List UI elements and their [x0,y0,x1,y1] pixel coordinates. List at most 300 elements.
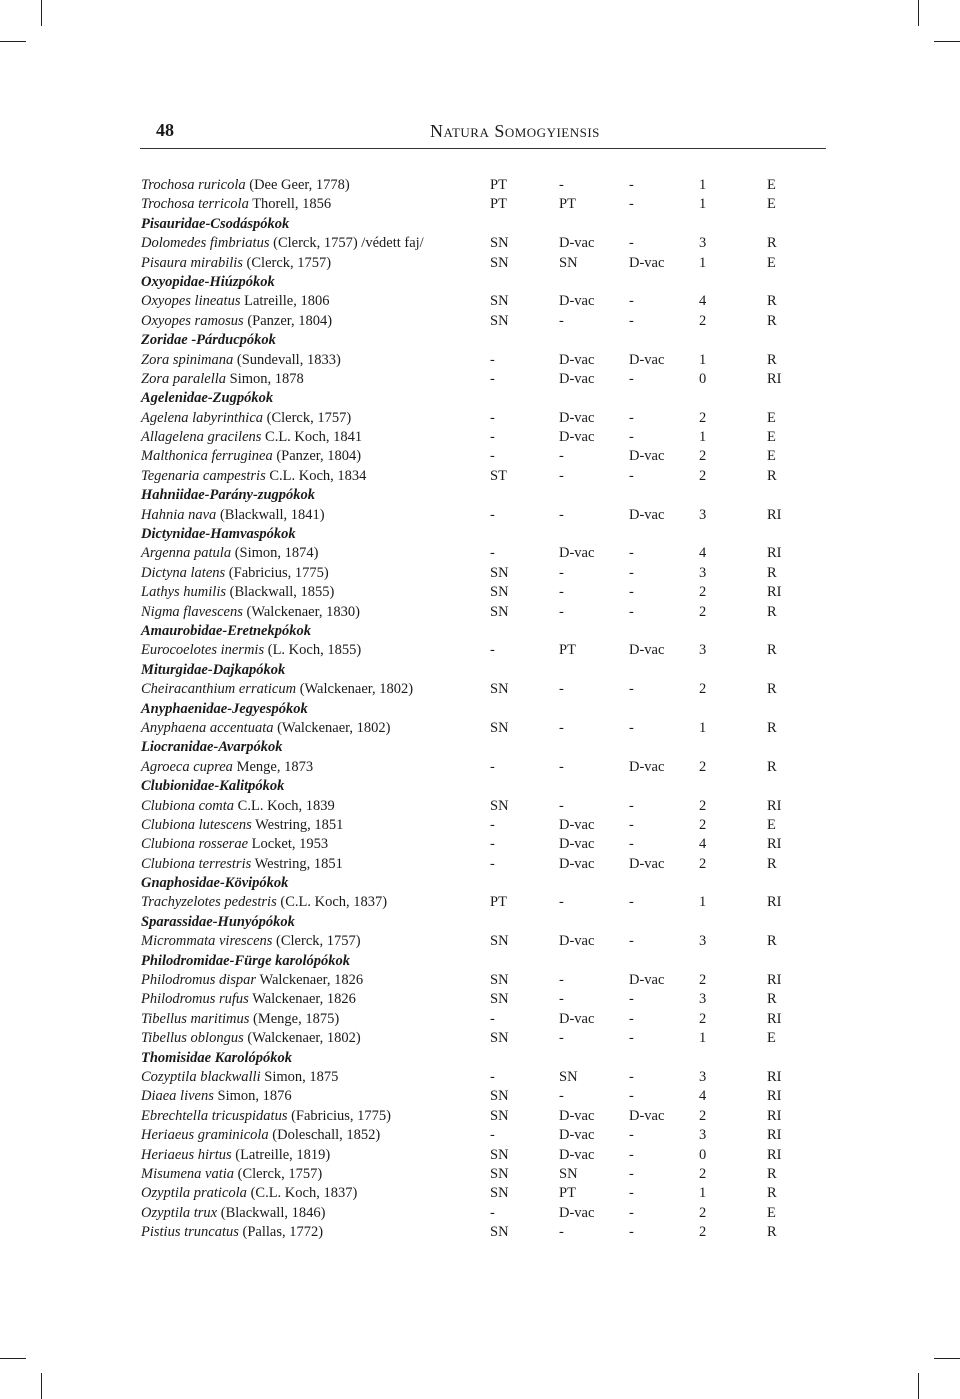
status-col-1: - [490,816,495,833]
status-col-1: SN [490,1224,509,1241]
species-name [141,932,361,951]
species-row [141,583,801,602]
species-name [141,990,356,1009]
status-col-2: SN [559,254,578,271]
species-name [141,176,350,195]
status-col-3: - [629,467,634,484]
status-col-2: D-vac [559,1010,595,1027]
species-authority: Simon, 1876 [213,1088,292,1105]
status-col-3: - [629,1127,634,1144]
species-name [141,292,329,311]
species-authority: (Walckenaer, 1802) [243,1030,361,1047]
species-authority: (Doleschall, 1852) [268,1127,381,1144]
value-col: 1 [699,196,707,213]
status-col-3: - [629,991,634,1008]
species-name [141,1068,338,1087]
family-name: Zoridae -Párducpókok [141,332,276,349]
species-binomial: Clubiona comta [141,797,235,814]
species-name [141,1087,292,1106]
status-col-3: - [629,719,634,736]
status-col-2: - [559,1088,564,1105]
family-heading [141,622,801,641]
value-col: 2 [699,409,707,426]
family-heading [141,913,801,932]
species-binomial: Diaea livens [141,1088,214,1105]
status-col-3: - [629,370,634,387]
family-name: Miturgidae-Dajkapókok [141,661,286,678]
species-binomial: Anyphaena accentuata [141,719,274,736]
species-authority: (C.L. Koch, 1837) [276,894,388,911]
page-number: 48 [156,120,174,140]
status-col-2: - [559,1030,564,1047]
species-name [141,797,335,816]
species-row [141,680,801,699]
status-col-1: - [490,429,495,446]
species-row [141,506,801,525]
status-col-3: - [629,1204,634,1221]
status-col-3: D-vac [629,351,665,368]
species-binomial: Ozyptila trux [141,1204,218,1221]
value-col: 2 [699,797,707,814]
status-col-1: - [490,1204,495,1221]
status-col-2: - [559,681,564,698]
species-authority: (Clerck, 1757) [263,409,352,426]
species-name [141,312,332,331]
status-col-1: - [490,506,495,523]
species-binomial: Heriaeus hirtus [141,1146,232,1163]
species-authority: C.L. Koch, 1841 [261,429,363,446]
status-col-3: - [629,1088,634,1105]
species-binomial: Argenna patula [141,545,232,562]
species-name [141,855,343,874]
species-row [141,835,801,854]
category-col: R [767,467,777,484]
status-col-1: SN [490,254,509,271]
family-heading [141,525,801,544]
status-col-2: - [559,312,564,329]
crop-mark-top-left [41,0,42,26]
species-name [141,1107,391,1126]
value-col: 1 [699,894,707,911]
species-authority: (Panzer, 1804) [272,448,362,465]
species-binomial: Micrommata virescens [141,933,273,950]
species-name [141,1146,330,1165]
species-binomial: Dolomedes fimbriatus [141,235,270,252]
species-row [141,428,801,447]
species-row [141,1223,801,1242]
status-col-1: - [490,642,495,659]
status-col-1: SN [490,1146,509,1163]
family-name: Oxyopidae-Hiúzpókok [141,273,275,290]
status-col-2: D-vac [559,836,595,853]
species-row [141,564,801,583]
species-authority: (Clerck, 1757) [242,254,332,271]
family-heading [141,661,801,680]
family-heading [141,331,801,350]
value-col: 2 [699,855,707,872]
species-binomial: Agelena labyrinthica [141,409,264,426]
status-col-2: D-vac [559,855,595,872]
value-col: 0 [699,1146,707,1163]
value-col: 3 [699,991,707,1008]
value-col: 2 [699,467,707,484]
status-col-2: - [559,506,564,523]
status-col-2: - [559,177,564,193]
category-col: R [767,1185,777,1202]
species-binomial: Pistius truncatus [141,1224,239,1241]
status-col-1: - [490,1127,495,1144]
status-col-3: - [629,177,634,193]
crop-mark-bottom-left [41,1373,42,1399]
category-col: R [767,1165,777,1182]
species-row [141,292,801,311]
category-col: E [767,1204,776,1221]
species-name [141,428,362,447]
status-col-1: PT [490,894,507,911]
status-col-2: - [559,584,564,601]
species-binomial: Nigma flavescens [141,603,243,620]
category-col: RI [767,545,782,562]
value-col: 2 [699,312,707,329]
status-col-1: SN [490,1088,509,1105]
status-col-1: - [490,545,495,562]
value-col: 2 [699,603,707,620]
species-row [141,932,801,951]
status-col-2: - [559,991,564,1008]
status-col-2: D-vac [559,409,595,426]
family-name: Sparassidae-Hunyópókok [141,913,295,930]
status-col-1: - [490,758,495,775]
category-col: RI [767,506,782,523]
status-col-1: - [490,448,495,465]
species-row [141,1068,801,1087]
status-col-3: - [629,681,634,698]
species-name [141,1184,357,1203]
species-row [141,370,801,389]
species-name [141,544,319,563]
value-col: 2 [699,1010,707,1027]
category-col: R [767,293,777,310]
species-name [141,1029,361,1048]
family-heading [141,874,801,893]
species-name [141,971,363,990]
species-binomial: Zora spinimana [141,351,234,368]
species-row [141,351,801,370]
status-col-1: SN [490,1165,509,1182]
species-authority: Menge, 1873 [232,758,314,775]
status-col-1: - [490,409,495,426]
species-row [141,1126,801,1145]
status-col-1: SN [490,1030,509,1047]
species-row [141,195,801,214]
status-col-1: SN [490,1107,509,1124]
value-col: 1 [699,254,707,271]
family-heading [141,486,801,505]
species-name [141,719,390,738]
species-name [141,506,325,525]
family-heading [141,700,801,719]
value-col: 1 [699,1185,707,1202]
status-col-1: SN [490,797,509,814]
status-col-2: - [559,1224,564,1241]
species-name [141,758,313,777]
species-binomial: Clubiona rosserae [141,836,249,853]
category-col: RI [767,1010,782,1027]
value-col: 4 [699,836,707,853]
status-col-3: - [629,933,634,950]
species-row [141,1165,801,1184]
species-name [141,234,424,253]
species-name [141,893,387,912]
status-col-1: - [490,370,495,387]
value-col: 3 [699,564,707,581]
status-col-1: SN [490,312,509,329]
species-name [141,1204,325,1223]
status-col-1: SN [490,991,509,1008]
status-col-3: - [629,429,634,446]
category-col: E [767,429,776,446]
value-col: 2 [699,584,707,601]
species-row [141,719,801,738]
category-col: R [767,564,777,581]
status-col-2: - [559,448,564,465]
species-row [141,893,801,912]
species-row [141,1010,801,1029]
status-col-3: D-vac [629,1107,665,1124]
value-col: 2 [699,1165,707,1182]
species-binomial: Heriaeus graminicola [141,1127,269,1144]
status-col-3: D-vac [629,758,665,775]
value-col: 1 [699,429,707,446]
status-col-3: - [629,1068,634,1085]
species-authority: (Walckenaer, 1802) [296,681,414,698]
category-col: E [767,448,776,465]
family-name: Liocranidae-Avarpókok [141,739,283,756]
category-col: E [767,177,776,193]
species-row [141,234,801,253]
status-col-3: - [629,293,634,310]
status-col-1: - [490,351,495,368]
status-col-2: D-vac [559,933,595,950]
species-binomial: Trochosa ruricola [141,177,246,193]
status-col-3: - [629,584,634,601]
status-col-3: - [629,1030,634,1047]
species-name [141,603,360,622]
species-table [141,176,801,1242]
species-authority: (C.L. Koch, 1837) [246,1185,358,1202]
value-col: 3 [699,642,707,659]
family-name: Amaurobidae-Eretnekpókok [141,622,311,639]
value-col: 4 [699,1088,707,1105]
value-col: 1 [699,1030,707,1047]
category-col: R [767,603,777,620]
value-col: 3 [699,1127,707,1144]
family-name: Anyphaenidae-Jegyespókok [141,700,308,717]
species-authority: (Blackwall, 1846) [217,1204,326,1221]
species-authority: (Clerck, 1757) [234,1165,323,1182]
species-authority: (Sundevall, 1833) [233,351,341,368]
species-name [141,467,366,486]
species-authority: Simon, 1878 [226,370,304,387]
species-row [141,1146,801,1165]
species-row [141,1107,801,1126]
species-row [141,1204,801,1223]
category-col: R [767,312,777,329]
family-name: Agelenidae-Zugpókok [141,390,274,407]
family-heading [141,215,801,234]
category-col: R [767,1224,777,1241]
category-col: R [767,642,777,659]
status-col-2: D-vac [559,429,595,446]
species-row [141,254,801,273]
value-col: 1 [699,719,707,736]
species-authority: (Panzer, 1804) [243,312,333,329]
status-col-1: - [490,836,495,853]
category-col: R [767,933,777,950]
species-name [141,370,304,389]
species-name [141,1223,323,1242]
status-col-3: - [629,409,634,426]
status-col-3: - [629,1185,634,1202]
status-col-2: D-vac [559,1204,595,1221]
species-authority: (Dee Geer, 1778) [245,177,350,193]
value-col: 4 [699,293,707,310]
species-binomial: Cozyptila blackwalli [141,1068,261,1085]
species-binomial: Tegenaria campestris [141,467,266,484]
species-binomial: Misumena vatia [141,1165,235,1182]
value-col: 1 [699,177,707,193]
species-row [141,971,801,990]
species-binomial: Eurocoelotes inermis [141,642,265,659]
species-row [141,797,801,816]
value-col: 3 [699,235,707,252]
status-col-1: SN [490,584,509,601]
status-col-2: D-vac [559,1127,595,1144]
status-col-1: - [490,1068,495,1085]
status-col-1: SN [490,1185,509,1202]
value-col: 2 [699,972,707,989]
crop-mark-bottom-right [918,1373,919,1399]
status-col-2: - [559,467,564,484]
species-name [141,1165,322,1184]
status-col-1: SN [490,933,509,950]
value-col: 4 [699,545,707,562]
status-col-2: - [559,564,564,581]
page-header [140,120,826,149]
category-col: E [767,816,776,833]
species-authority: C.L. Koch, 1834 [265,467,367,484]
species-authority: (Walckenaer, 1830) [242,603,360,620]
category-col: R [767,681,777,698]
species-binomial: Allagelena gracilens [141,429,262,446]
status-col-3: - [629,564,634,581]
status-col-1: SN [490,293,509,310]
status-col-2: - [559,797,564,814]
status-col-2: - [559,758,564,775]
species-binomial: Pisaura mirabilis [141,254,243,271]
value-col: 1 [699,351,707,368]
category-col: RI [767,1127,782,1144]
species-binomial: Ebrechtella tricuspidatus [141,1107,288,1124]
value-col: 3 [699,933,707,950]
family-name: Hahniidae-Parány-zugpókok [141,487,316,504]
species-binomial: Tibellus maritimus [141,1010,250,1027]
species-authority: (Clerck, 1757) [272,933,361,950]
status-col-2: - [559,972,564,989]
status-col-2: - [559,603,564,620]
species-authority: C.L. Koch, 1839 [234,797,335,814]
status-col-1: PT [490,177,507,193]
species-name [141,409,351,428]
status-col-1: ST [490,467,507,484]
species-binomial: Agroeca cuprea [141,758,233,775]
family-name: Gnaphosidae-Kövipókok [141,875,289,892]
crop-mark-bottom-left-h [0,1358,26,1359]
crop-mark-top-right [918,0,919,26]
category-col: RI [767,1107,782,1124]
category-col: RI [767,584,782,601]
species-binomial: Lathys humilis [141,584,226,601]
status-col-2: D-vac [559,293,595,310]
category-col: RI [767,894,782,911]
status-col-2: D-vac [559,1146,595,1163]
family-name: Dictynidae-Hamvaspókok [141,526,296,543]
species-authority: Locket, 1953 [248,836,329,853]
status-col-2: D-vac [559,235,595,252]
species-authority: (Pallas, 1772) [238,1224,324,1241]
species-authority: (Fabricius, 1775) [287,1107,391,1124]
status-col-1: SN [490,681,509,698]
family-name: Pisauridae-Csodáspókok [141,215,290,232]
species-binomial: Oxyopes lineatus [141,293,241,310]
category-col: R [767,991,777,1008]
species-binomial: Philodromus rufus [141,991,249,1008]
category-col: R [767,719,777,736]
status-col-3: D-vac [629,855,665,872]
species-binomial: Tibellus oblongus [141,1030,244,1047]
species-authority: (Clerck, 1757) /védett faj/ [269,235,424,252]
species-authority: (Menge, 1875) [249,1010,340,1027]
species-authority: (Walckenaer, 1802) [273,719,391,736]
species-row [141,544,801,563]
category-col: RI [767,797,782,814]
species-row [141,312,801,331]
status-col-3: D-vac [629,506,665,523]
status-col-2: - [559,894,564,911]
value-col: 2 [699,681,707,698]
status-col-2: PT [559,1185,576,1202]
status-col-1: - [490,855,495,872]
status-col-3: - [629,797,634,814]
value-col: 3 [699,1068,707,1085]
status-col-3: - [629,1224,634,1241]
status-col-2: D-vac [559,545,595,562]
status-col-1: SN [490,719,509,736]
species-row [141,990,801,1009]
category-col: RI [767,1146,782,1163]
status-col-1: PT [490,196,507,213]
status-col-2: PT [559,196,576,213]
species-name [141,641,361,660]
status-col-1: SN [490,972,509,989]
species-binomial: Trochosa terricola [141,196,249,213]
value-col: 2 [699,758,707,775]
family-heading [141,389,801,408]
species-row [141,1184,801,1203]
category-col: RI [767,972,782,989]
species-binomial: Ozyptila praticola [141,1185,247,1202]
status-col-3: - [629,603,634,620]
